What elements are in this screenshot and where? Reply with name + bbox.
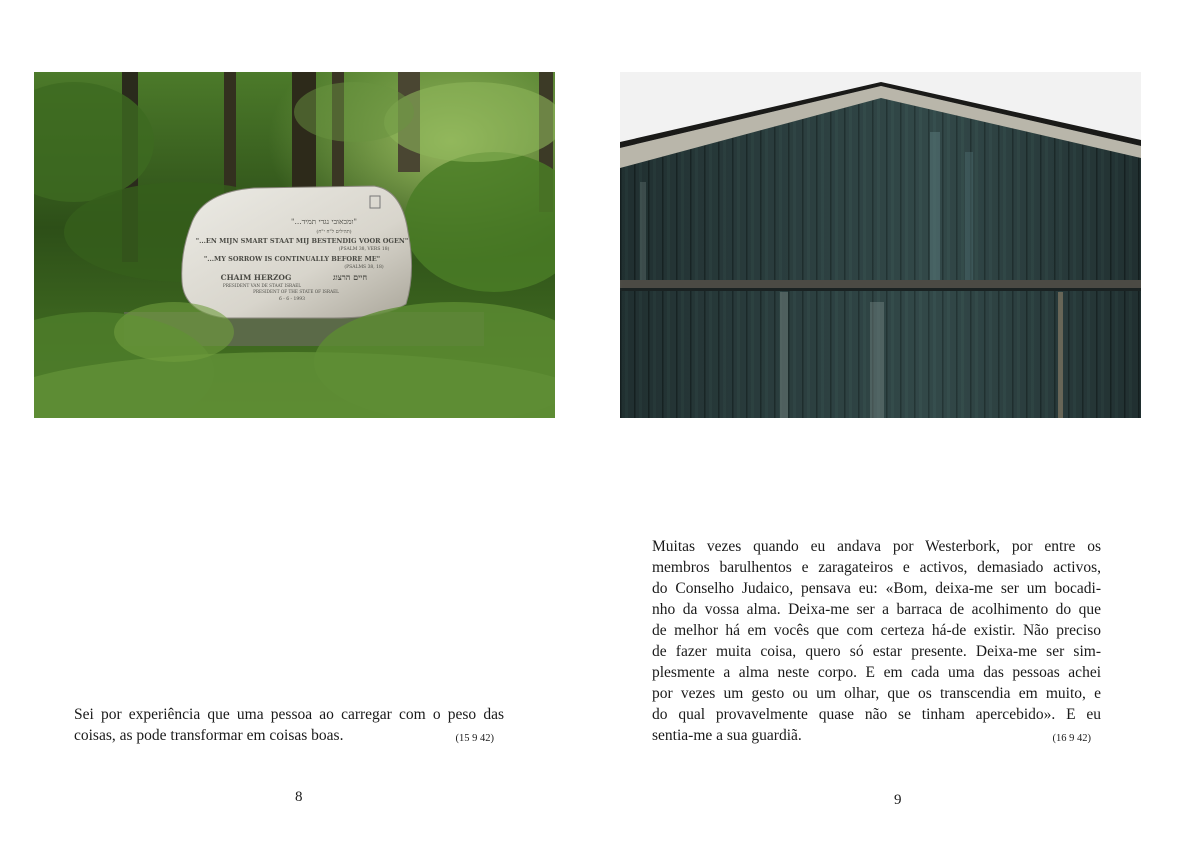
right-text-line: plesmente a alma neste corpo. E em cada uma das pessoas achei	[652, 664, 1101, 681]
left-text-line: Sei por experiência que uma pessoa ao carregar com o peso das	[74, 706, 504, 723]
right-text-line: nho da vossa alma. Deixa-me ser a barraca de acolhimento do que	[652, 601, 1101, 618]
page-number-left: 8	[295, 789, 303, 805]
memorial-stone-image	[34, 72, 555, 418]
right-text-line: do qual provavelmente quase não se tinham apercebido». E eu	[652, 706, 1101, 723]
right-entry-date: (16 9 42)	[1052, 733, 1091, 744]
barrack-photo	[620, 72, 1141, 418]
inscription-name-hebrew: חיים הרצוג	[332, 272, 368, 282]
inscription-date: 6 - 6 - 1993	[279, 297, 305, 302]
inscription-dutch-ref: (PSALM 38, VERS 18)	[338, 247, 390, 252]
memorial-stone-photo	[34, 72, 555, 418]
left-text-line	[74, 725, 504, 746]
inscription-line-2: PRESIDENT OF THE STATE OF ISRAEL	[253, 289, 339, 294]
right-text-line: Muitas vezes quando eu andava por Westerbork, por entre os	[652, 538, 1101, 555]
inscription-hebrew-top: "...ומכאובי נגדי תמיד"	[291, 217, 357, 226]
right-page-text	[652, 536, 1101, 749]
right-text-line: do Conselho Judaico, pensava eu: «Bom, deixa-me ser um bocadi-	[652, 580, 1101, 597]
inscription-hebrew-ref: (תהילים ל"ח י"ח)	[316, 229, 352, 235]
left-entry-date: (15 9 42)	[455, 733, 494, 744]
right-text-line: de fazer muita coisa, quero só estar presente. Deixa-me ser sim-	[652, 643, 1101, 660]
inscription-line-1: PRESIDENT VAN DE STAAT ISRAEL	[222, 283, 302, 288]
right-text-line-content: sentia-me a sua guardiã.	[652, 727, 802, 744]
inscription-english-ref: (PSALMS 38, 18)	[344, 265, 384, 270]
right-text-line	[652, 725, 1101, 746]
right-text-line: de melhor há em vocês que com certeza há-de existir. Não preciso	[652, 622, 1101, 639]
left-text-line-content: coisas, as pode transformar em coisas boas.	[74, 727, 344, 744]
inscription-english: "...MY SORROW IS CONTINUALLY BEFORE ME"	[203, 255, 381, 263]
inscription-name-latin: CHAIM HERZOG	[220, 273, 292, 282]
barrack-image	[620, 72, 1141, 418]
right-text-line: por vezes um gesto ou um olhar, que os transcendia em muito, e	[652, 685, 1101, 702]
inscription-dutch: "...EN MIJN SMART STAAT MIJ BESTENDIG VOOR OGEN"	[195, 237, 409, 245]
right-text-line: membros barulhentos e zaragateiros e activos, demasiado activos,	[652, 559, 1101, 576]
left-page-text	[74, 704, 504, 749]
page-number-right: 9	[894, 792, 902, 808]
